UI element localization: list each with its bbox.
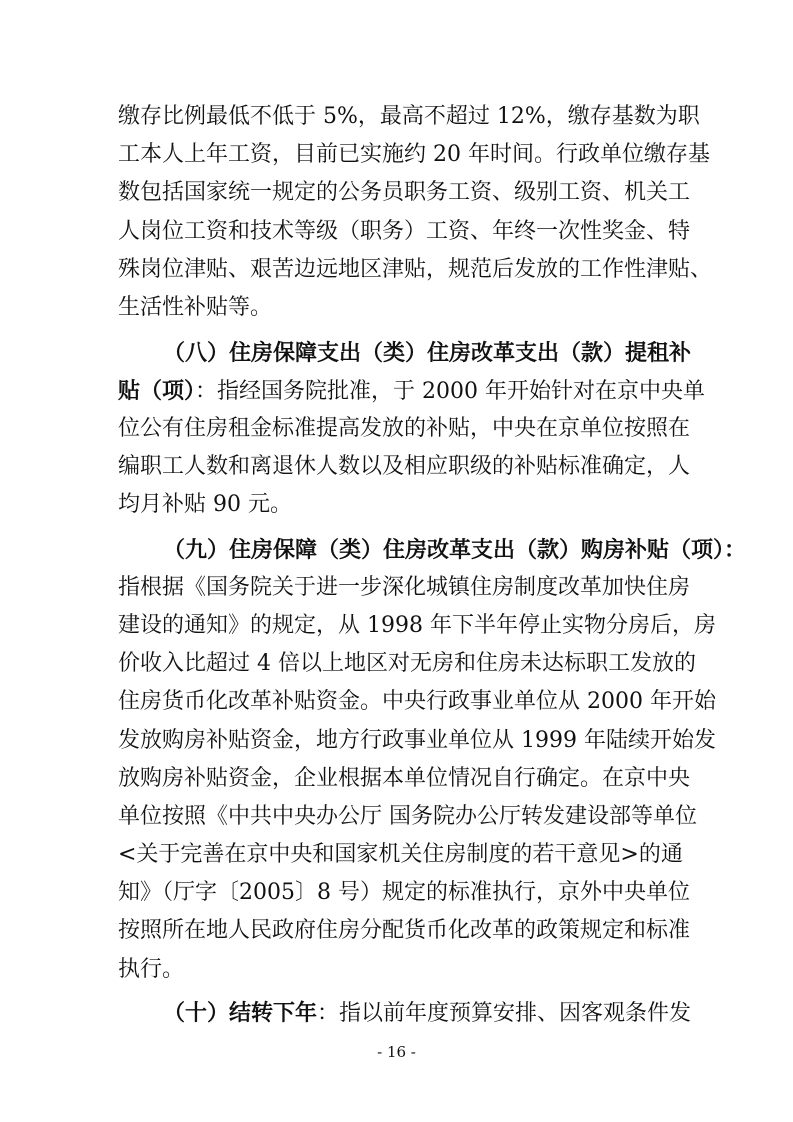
body-text-line: 指根据《国务院关于进一步深化城镇住房制度改革加快住房 [118,575,691,600]
section-heading: （九）住房保障（类）住房改革支出（款）购房补贴（项）： [163,537,747,563]
body-text-line: 执行。 [118,957,185,982]
body-text-line: 殊岗位津贴、艰苦边远地区津贴，规范后发放的工作性津贴、 [118,257,713,282]
body-text-line: 放购房补贴资金，企业根据本单位情况自行确定。在京中央 [118,766,691,791]
body-text-line: 编职工人数和离退休人数以及相应职级的补贴标准确定，人 [118,454,691,479]
body-text-line: 位公有住房租金标准提高发放的补贴，中央在京单位按照在 [118,416,691,441]
body-text-line: 单位按照《中共中央办公厅 国务院办公厅转发建设部等单位 [118,804,697,829]
section-heading-cont: 贴（项） [118,378,196,404]
body-text-line: 数包括国家统一规定的公务员职务工资、级别工资、机关工 [118,180,691,205]
body-text-line: 知》（厅字〔2005〕8 号）规定的标准执行，京外中央单位 [118,880,690,905]
body-text-line: 人岗位工资和技术等级（职务）工资、年终一次性奖金、特 [118,219,691,244]
body-text-line: 生活性补贴等。 [118,295,273,320]
body-text-line: 发放购房补贴资金，地方行政事业单位从 1999 年陆续开始发 [118,728,716,753]
page-number: - 16 - [377,1043,416,1061]
body-text-line: 按照所在地人民政府住房分配货币化改革的政策规定和标准 [118,918,691,943]
section-heading: （八）住房保障支出（类）住房改革支出（款）提租补 [163,340,692,366]
body-text-line: 缴存比例最低不低于 5%，最高不超过 12%，缴存基数为职 [118,104,700,129]
definition-text: ：指经国务院批准，于 2000 年开始针对在京中央单 [195,379,705,404]
body-text-line: 价收入比超过 4 倍以上地区对无房和住房未达标职工发放的 [118,651,696,676]
body-text-line: 工本人上年工资，目前已实施约 20 年时间。行政单位缴存基 [118,142,710,167]
body-text-line: 均月补贴 90 元。 [118,492,292,517]
body-text-line: <关于完善在京中央和国家机关住房制度的若干意见>的通 [118,842,683,867]
section-heading: （十）结转下年 [163,1000,318,1026]
body-text-line [118,376,705,406]
body-text-line: 建设的通知》的规定，从 1998 年下半年停止实物分房后，房 [118,613,716,638]
body-text-line [163,998,692,1028]
definition-text: ：指以前年度预算安排、因客观条件发 [317,1001,692,1026]
body-text-line: 住房货币化改革补贴资金。中央行政事业单位从 2000 年开始 [118,689,716,714]
